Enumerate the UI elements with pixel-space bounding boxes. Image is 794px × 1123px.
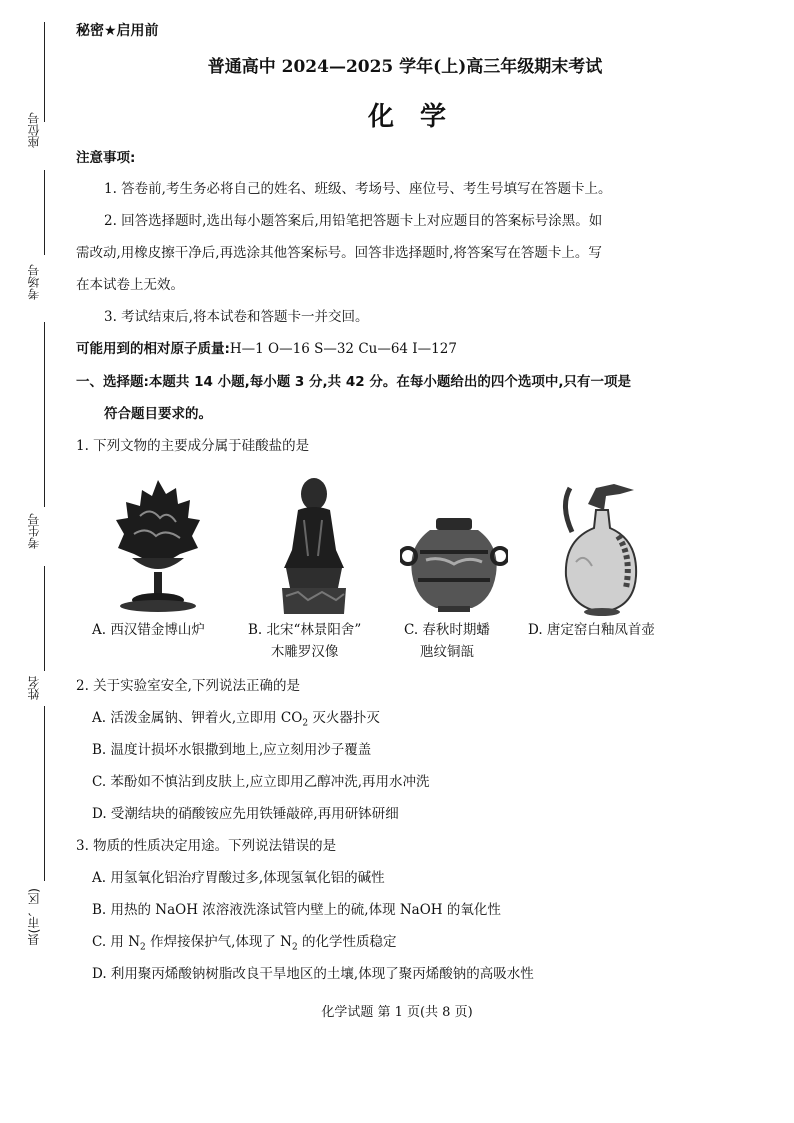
- note-item-3: 3. 考试结束后,将本试卷和答题卡一并交回。: [104, 309, 369, 325]
- notes-heading: 注意事项:: [76, 150, 136, 166]
- q3-option-b: B. 用热的 NaOH 浓溶液洗涤试管内壁上的硫,体现 NaOH 的氧化性: [92, 902, 501, 918]
- q1-option-c-line-1: C. 春秋时期蟠: [404, 622, 490, 638]
- subscript: 2: [140, 942, 146, 953]
- incense-burner-image: [110, 476, 206, 616]
- q1-option-a: A. 西汉错金博山炉: [92, 622, 205, 638]
- note-item-2-cont: 需改动,用橡皮擦干净后,再选涂其他答案标号。回答非选择题时,将答案写在答题卡上。写: [76, 245, 602, 261]
- q3-option-d: D. 利用聚丙烯酸钠树脂改良干旱地区的土壤,体现了聚丙烯酸钠的高吸水性: [92, 966, 534, 982]
- atomic-mass-line: [76, 341, 457, 357]
- margin-line: [44, 706, 45, 881]
- student-id-label: 考生号: [27, 513, 41, 549]
- bronze-vessel-image: [400, 516, 508, 614]
- q1-option-d: D. 唐定窑白釉凤首壶: [528, 622, 655, 638]
- confidential-mark: 秘密★启用前: [76, 23, 159, 39]
- atomic-mass-label: 可能用到的相对原子质量:: [76, 341, 230, 357]
- q3-option-c: [92, 934, 397, 956]
- arhat-statue-image: [278, 476, 350, 618]
- q3-option-a: A. 用氢氧化铝治疗胃酸过多,体现氢氧化铝的碱性: [92, 870, 385, 886]
- question-3-stem: 3. 物质的性质决定用途。下列说法错误的是: [76, 838, 337, 854]
- q2-option-c: C. 苯酚如不慎沾到皮肤上,应立即用乙醇冲洗,再用水冲洗: [92, 774, 430, 790]
- q2-option-a-text-end: 灭火器扑灭: [308, 710, 380, 726]
- margin-line: [44, 322, 45, 507]
- margin-line: [44, 170, 45, 255]
- question-2-stem: 2. 关于实验室安全,下列说法正确的是: [76, 678, 300, 694]
- note-item-2: 2. 回答选择题时,选出每小题答案后,用铅笔把答题卡上对应题目的答案标号涂黑。如: [104, 213, 603, 229]
- q2-option-a: [92, 710, 380, 732]
- q1-option-b-line-2: 木雕罗汉像: [270, 644, 339, 660]
- note-item-1: 1. 答卷前,考生务必将自己的姓名、班级、考场号、座位号、考生号填写在答题卡上。: [104, 181, 612, 197]
- q3-option-c-text-end: 的化学性质稳定: [297, 934, 397, 950]
- q1-option-b-line-1: B. 北宋“林景阳舍”: [248, 622, 362, 638]
- subject-title: 化学: [367, 102, 472, 132]
- q2-option-a-text: A. 活泼金属钠、钾着火,立即用 CO: [92, 710, 303, 726]
- q1-option-c: [404, 619, 490, 663]
- section-1-instruction-cont: 符合题目要求的。: [104, 406, 212, 422]
- room-number-label: 考场号: [27, 264, 41, 300]
- atomic-mass-values: H—1 O—16 S—32 Cu—64 I—127: [229, 341, 457, 357]
- county-label: 县(市、区): [27, 888, 41, 946]
- name-label: 姓名: [27, 676, 41, 700]
- question-1-stem: 1. 下列文物的主要成分属于硅酸盐的是: [76, 438, 310, 454]
- margin-line: [44, 566, 45, 671]
- q1-option-b: [248, 619, 361, 663]
- subscript: 2: [302, 718, 309, 729]
- exam-title: 普通高中 2024—2025 学年(上)高三年级期末考试: [207, 57, 603, 77]
- seat-number-label: 座位号: [27, 112, 41, 148]
- q2-option-b: B. 温度计损坏水银撒到地上,应立刻用沙子覆盖: [92, 742, 372, 758]
- note-item-2-cont: 在本试卷上无效。: [76, 277, 184, 293]
- q2-option-d: D. 受潮结块的硝酸铵应先用铁锤敲碎,再用研钵研细: [92, 806, 399, 822]
- section-1-instruction: 一、选择题:本题共 14 小题,每小题 3 分,共 42 分。在每小题给出的四个选项中,只有一项是: [76, 374, 631, 390]
- q3-option-c-text-mid: 作焊接保护气,体现了 N: [145, 934, 292, 950]
- q3-option-c-text: C. 用 N: [92, 934, 141, 950]
- q1-option-c-line-2: 虺纹铜瓿: [419, 644, 474, 660]
- phoenix-ewer-image: [556, 476, 650, 618]
- subscript: 2: [291, 942, 298, 953]
- page-footer: 化学试题 第 1 页(共 8 页): [321, 1005, 473, 1020]
